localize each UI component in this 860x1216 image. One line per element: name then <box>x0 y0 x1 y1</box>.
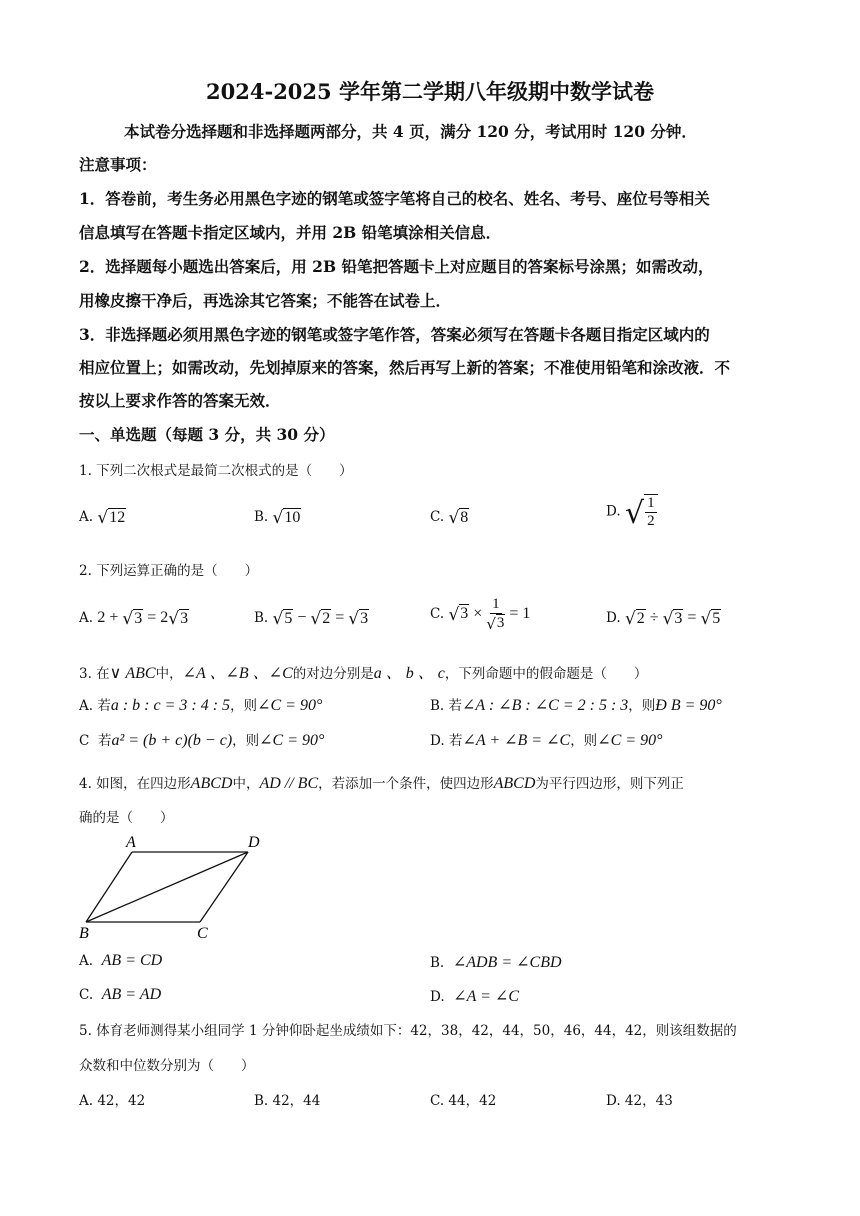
q4-stem-line-2: 确的是（ ） <box>79 810 174 826</box>
notice-line-4: 用橡皮擦干净后，再选涂其它答案；不能答在试卷上． <box>79 291 452 310</box>
radicand: 10 <box>284 509 301 526</box>
sqrt-expr: √ 12 <box>97 508 126 529</box>
sqrt-expr: √ 3 <box>662 609 683 630</box>
sqrt-expr: √ 3 <box>448 604 469 625</box>
sqrt-expr: √ $\frac{1}{2}$ <box>625 494 658 529</box>
notice-line-7: 按以上要求作答的答案无效． <box>79 391 281 410</box>
q2-option-c: C. √ 3 × 1 √ 3 = 1 <box>430 596 531 633</box>
q3-option-c: C 若a² = (b + c)(b − c)，则∠C = 90° <box>79 732 325 749</box>
fraction: 1 √ 3 <box>486 596 505 633</box>
option-label: B. <box>254 509 269 526</box>
q2-option-a: A. 2 + √ 3 = 2 √ 3 <box>79 609 189 630</box>
notice-line-1: 1．答卷前，考生务必用黑色字迹的钢笔或签字笔将自己的校名、姓名、考号、座位号等相关 <box>79 189 710 208</box>
parallelogram-figure <box>76 830 276 942</box>
fraction: $\frac{1}{2}$ <box>647 495 655 529</box>
sqrt-expr: √ 3 <box>168 609 189 630</box>
sqrt-expr: √ 5 <box>272 609 293 630</box>
notice-line-2: 信息填写在答题卡指定区域内，并用 2B 铅笔填涂相关信息． <box>79 223 502 242</box>
vertex-label-b: B <box>79 925 89 942</box>
q5-option-b: B. 42，44 <box>254 1093 321 1109</box>
q4-option-a: A. AB = CD <box>79 952 163 969</box>
q1-option-a <box>79 508 126 527</box>
q4-option-b: B. ∠ADB = ∠CBD <box>430 954 562 971</box>
q5-option-d: D. 42，43 <box>606 1093 673 1109</box>
q1-option-c <box>430 508 469 527</box>
q1-option-d <box>606 494 658 529</box>
q5-stem-line-2: 众数和中位数分别为（ ） <box>79 1058 255 1074</box>
q5-option-c: C. 44，42 <box>430 1093 497 1109</box>
notice-line-3: 2．选择题每小题选出答案后，用 2B 铅笔把答题卡上对应题目的答案标号涂黑；如需改动， <box>79 257 714 276</box>
vertex-label-d: D <box>248 834 260 851</box>
radicand: 8 <box>460 509 469 526</box>
q4-option-c: C. AB = AD <box>79 986 162 1003</box>
sqrt-expr: √ 8 <box>448 508 469 529</box>
q1-option-b <box>254 508 301 527</box>
q4-option-d: D. ∠A = ∠C <box>430 988 519 1005</box>
q5-stem-line-1: 5. 体育老师测得某小组同学 1 分钟仰卧起坐成绩如下：42，38，42，44，50，46，44，42，则该组数据的 <box>79 1023 737 1039</box>
q4-stem-line-1: 4. 如图，在四边形ABCD中，AD // BC，若添加一个条件，使四边形ABCD为平行四边形，则下列正 <box>79 775 684 792</box>
option-label: A. <box>79 509 94 526</box>
sqrt-expr: √ 3 <box>122 609 143 630</box>
q1-stem: 1. 下列二次根式是最简二次根式的是（ ） <box>79 463 353 479</box>
page-title: 2024-2025 学年第二学期八年级期中数学试卷 <box>206 79 654 104</box>
sqrt-expr: √ 2 <box>624 609 645 630</box>
notice-line-5: 3．非选择题必须用黑色字迹的钢笔或签字笔作答，答案必须写在答题卡各题目指定区域内的 <box>79 325 710 344</box>
q2-option-b: B. √ 5 − √ 2 = √ 3 <box>254 609 369 630</box>
intro-text: 本试卷分选择题和非选择题两部分，共 4 页，满分 120 分，考试用时 120 分钟． <box>124 122 697 141</box>
sqrt-expr: √ 5 <box>700 609 721 630</box>
sqrt-expr: √ 10 <box>272 508 301 529</box>
sqrt-expr: √ 2 <box>310 609 331 630</box>
notice-heading: 注意事项： <box>79 155 157 174</box>
q5-option-a: A. 42，42 <box>79 1093 146 1109</box>
q3-option-d: D. 若∠A + ∠B = ∠C，则∠C = 90° <box>430 732 663 749</box>
section-heading: 一、单选题（每题 3 分，共 30 分） <box>79 425 335 444</box>
q3-option-b: B. 若∠A : ∠B : ∠C = 2 : 5 : 3，则Ð B = 90° <box>430 697 722 714</box>
vertex-label-a: A <box>126 834 136 851</box>
q3-option-a: A. 若a : b : c = 3 : 4 : 5，则∠C = 90° <box>79 697 323 714</box>
notice-line-6: 相应位置上；如需改动，先划掉原来的答案，然后再写上新的答案；不准使用铅笔和涂改液．不 <box>79 358 731 377</box>
vertex-label-c: C <box>197 925 208 942</box>
q2-option-d: D. √ 2 ÷ √ 3 = √ 5 <box>606 609 721 630</box>
q2-stem: 2. 下列运算正确的是（ ） <box>79 563 259 579</box>
option-label: D. <box>606 503 621 520</box>
sqrt-expr: √ 3 <box>348 609 369 630</box>
radicand: 12 <box>109 509 126 526</box>
q3-stem: 3. 在∨ ABC中，∠A 、∠B 、∠C的对边分别是a 、 b 、 c，下列命题中的假命题是（ ） <box>79 665 648 682</box>
option-label: C. <box>430 509 445 526</box>
